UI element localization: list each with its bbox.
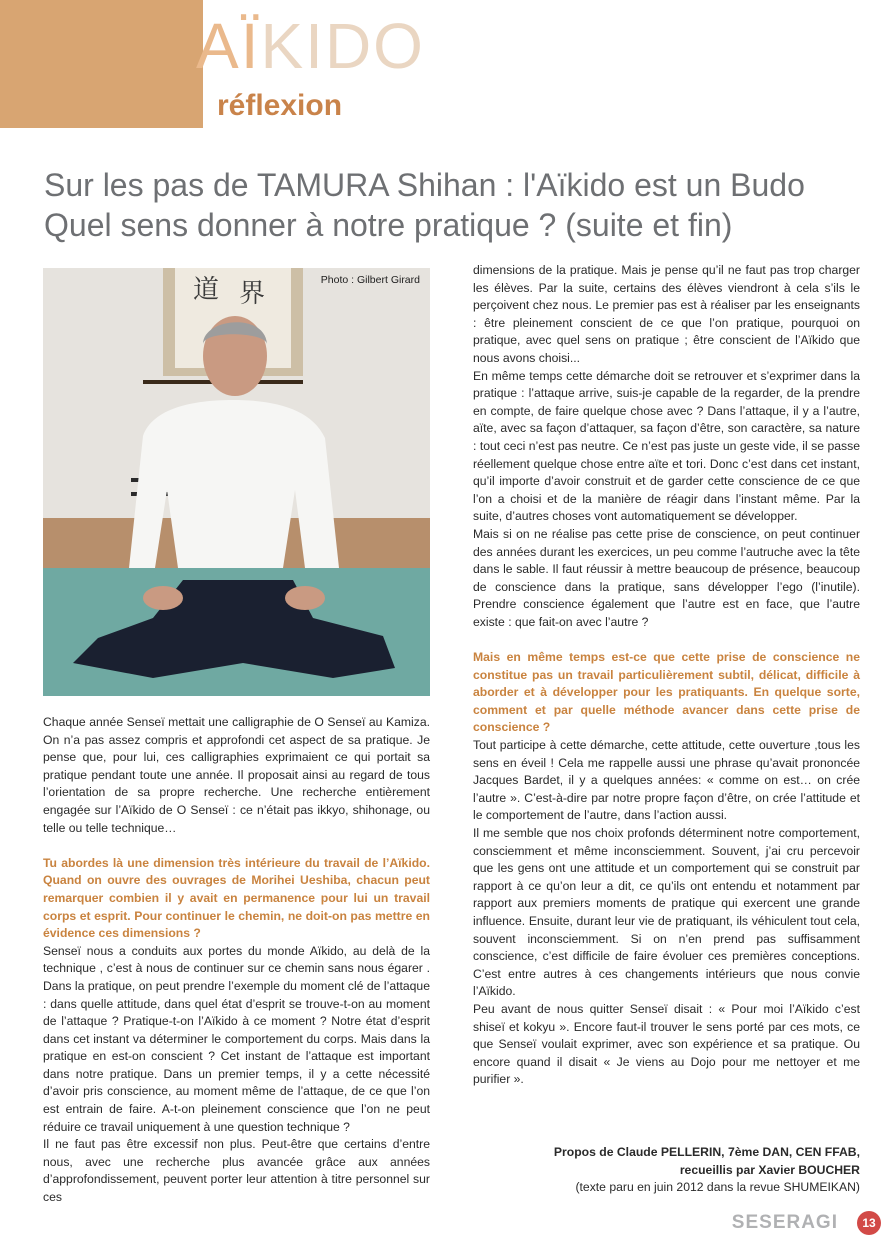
signature-source: (texte paru en juin 2012 dans la revue SHUMEIKAN) (575, 1180, 860, 1195)
title-line-1: Sur les pas de TAMURA Shihan : l'Aïkido est un Budo (44, 167, 805, 203)
paragraph: Chaque année Senseï mettait une calligraphie de O Senseï au Kamiza. On n’a pas assez compris et approfondi cet aspect de sa pratique. Je pense que, pour lui, ces calligraphies exprimaient ce qui portait sa pratique pendant toute une année. Il proposait ainsi au regard de tous l’orientation de sa propre recherche. Une recherche entièrement engagée sur l’Aïkido de O Senseï : ce n’était pas ikkyo, shihonage, ou telle ou telle technique… (43, 715, 430, 835)
paragraph: En même temps cette démarche doit se retrouver et s’exprimer dans la pratique : l’attaque arrive, suis-je capable de la regarder, de la prendre en compte, de faire quelque chose avec ? Dans l’attaque, il y a l’autre, aïte, avec sa façon d’attaquer, sa façon d’être, son caractère, sa nature : tout ceci n’est pas neutre. Ce n’est pas juste un geste vide, il se passe réellement quelque chose entre aïte et tori. Donc c’est dans cet instant, qu’il importe d’avoir construit et de garder cette conscience de ce que l’on a choisi et de la manière de réagir dans l’instant même. Par la suite, d’autres choses vont automatiquement se développer. (473, 368, 860, 524)
photo-credit: Photo : Gilbert Girard (320, 274, 420, 286)
interview-question: Tu abordes là une dimension très intérieure du travail de l’Aïkido. Quand on ouvre des ouvrages de Morihei Ueshiba, chacun peut remarquer combien il y avait en permanence pour lui un travail corps et esprit. Pour continuer le chemin, ne doit-on pas mettre en évidence ces dimensions ? (43, 855, 430, 941)
left-hand (143, 586, 183, 610)
paragraph: dimensions de la pratique. Mais je pense qu’il ne faut pas trop charger les élèves. Par la suite, certains des élèves viendront à cela s’ils le perçoivent chez nous. Le premier pas est à réaliser par les enseignants : être pleinement conscient de ce que l’on pratique, pourquoi on pratique, avec quel sens on pratique ; être conscient de l’Aïkido que nous avons choisi... (473, 263, 860, 365)
logo-accent-letters: AÏ (196, 10, 261, 82)
paragraph: Peu avant de nous quitter Senseï disait : « Pour moi l’Aïkido c’est shiseï et kokyu ». Encore faut-il trouver le sens porté par ces mots, ce que Senseï voulait exprimer, avec son expérience et sa pratique. Ou encore quand il disait « Je viens au Dojo pour me nettoyer et me purifier ». (473, 1001, 860, 1087)
signature-author: Propos de Claude PELLERIN, 7ème DAN, CEN FFAB, (553, 1145, 860, 1159)
interview-question: Mais en même temps est-ce que cette prise de conscience ne constitue pas un travail particulièrement subtil, délicat, difficile à aborder et à développer pour les pratiquants. En quelque sorte, comment et par quelle méthode avancer dans cette prise de conscience ? (473, 650, 860, 735)
paragraph: Il ne faut pas être excessif non plus. Peut-être que certains d’entre nous, avec une recherche plus avancée grâce aux années d’approfondissement, peuvent porter leur attention à titre personnel sur ces (43, 1137, 430, 1205)
calligraphy-char-2: 界 (239, 279, 266, 309)
section-label: réflexion (217, 89, 343, 122)
signature-interviewer: recueillis par Xavier BOUCHER (679, 1162, 860, 1177)
page-number-badge: 13 (857, 1211, 881, 1235)
header-color-band (0, 0, 203, 128)
title-line-2: Quel sens donner à notre pratique ? (suite et fin) (44, 207, 733, 243)
right-column (473, 262, 860, 1089)
magazine-section-logo (196, 8, 425, 84)
article-signature (440, 1144, 860, 1197)
logo-rest-letters: KIDO (260, 10, 425, 82)
paragraph: Mais si on ne réalise pas cette prise de conscience, on peut continuer des années durant les exercices, un peu comme l’autruche avec la tête dans le sable. Il faut réussir à mettre beaucoup de présence, beaucoup de conscience dans la pratique, sans développer l’ego (l’inutile). Prendre conscience également que l’autre est en face, que l’autre existe : que fait-on avec l’autre ? (473, 526, 860, 629)
right-hand (285, 586, 325, 610)
left-column (43, 714, 430, 1207)
article-photo (43, 268, 430, 696)
calligraphy-char-1: 道 (193, 275, 220, 305)
paragraph-gap (473, 631, 860, 649)
paragraph: Tout participe à cette démarche, cette attitude, cette ouverture ,tous les sens en éveil ! Cela me rappelle aussi une phrase qu’avait prononcée Jacques Bardet, il y a quelques années: « comme on est… on crée l’autre ». C’est-à-dire par notre propre façon d’être, on crée l’attitude et le comportement de l’autre, dans l’action aussi. (473, 738, 860, 823)
paragraph: Il me semble que nos choix profonds déterminent notre comportement, consciemment et même inconsciemment. Souvent, j’ai cru percevoir que les gens ont une attitude et un comportement qui se construit par rapport à ce qu’on leur a dit, ce qu’ils ont entendu et notamment par rapport aux premiers moments de pratique qui exercent une grande influence. Ensuite, durant leur vie de pratiquant, ils véhiculent tout cela, souvent inconsciemment. Si on n’en prend pas suffisamment conscience, c’est difficile de faire évoluer ces premières conceptions. C’est entre autres à ces changements intérieurs que nous convie l’Aïkido. (473, 826, 860, 999)
magazine-logo: SESERAGI (731, 1212, 838, 1233)
paragraph-gap (43, 837, 430, 855)
article-title (44, 165, 864, 245)
paragraph: Senseï nous a conduits aux portes du monde Aïkido, au delà de la technique , c’est à nous de continuer sur ce chemin sans nous égarer . Dans la pratique, on peut prendre l’exemple du moment clé de l’attaque : dans quelle attitude, dans quel état d’esprit se trouve-t-on au moment de l’attaque ? Pratique-t-on l’Aïkido à ce moment ? Notre état d’esprit dans cet instant va déterminer le comportement du corps. Mais dans la pratique en est-on conscient ? Cet instant de l’attaque est important dans notre pratique. Dans un premier temps, il y a cette nécessité d’avoir pris conscience, au moment même de l’attaque, de ce que l’on est entrain de faire. A-t-on pleinement conscience que l’on ne peut réduire ce travail uniquement à une question technique ? (43, 943, 430, 1134)
photo-illustration (43, 268, 430, 696)
